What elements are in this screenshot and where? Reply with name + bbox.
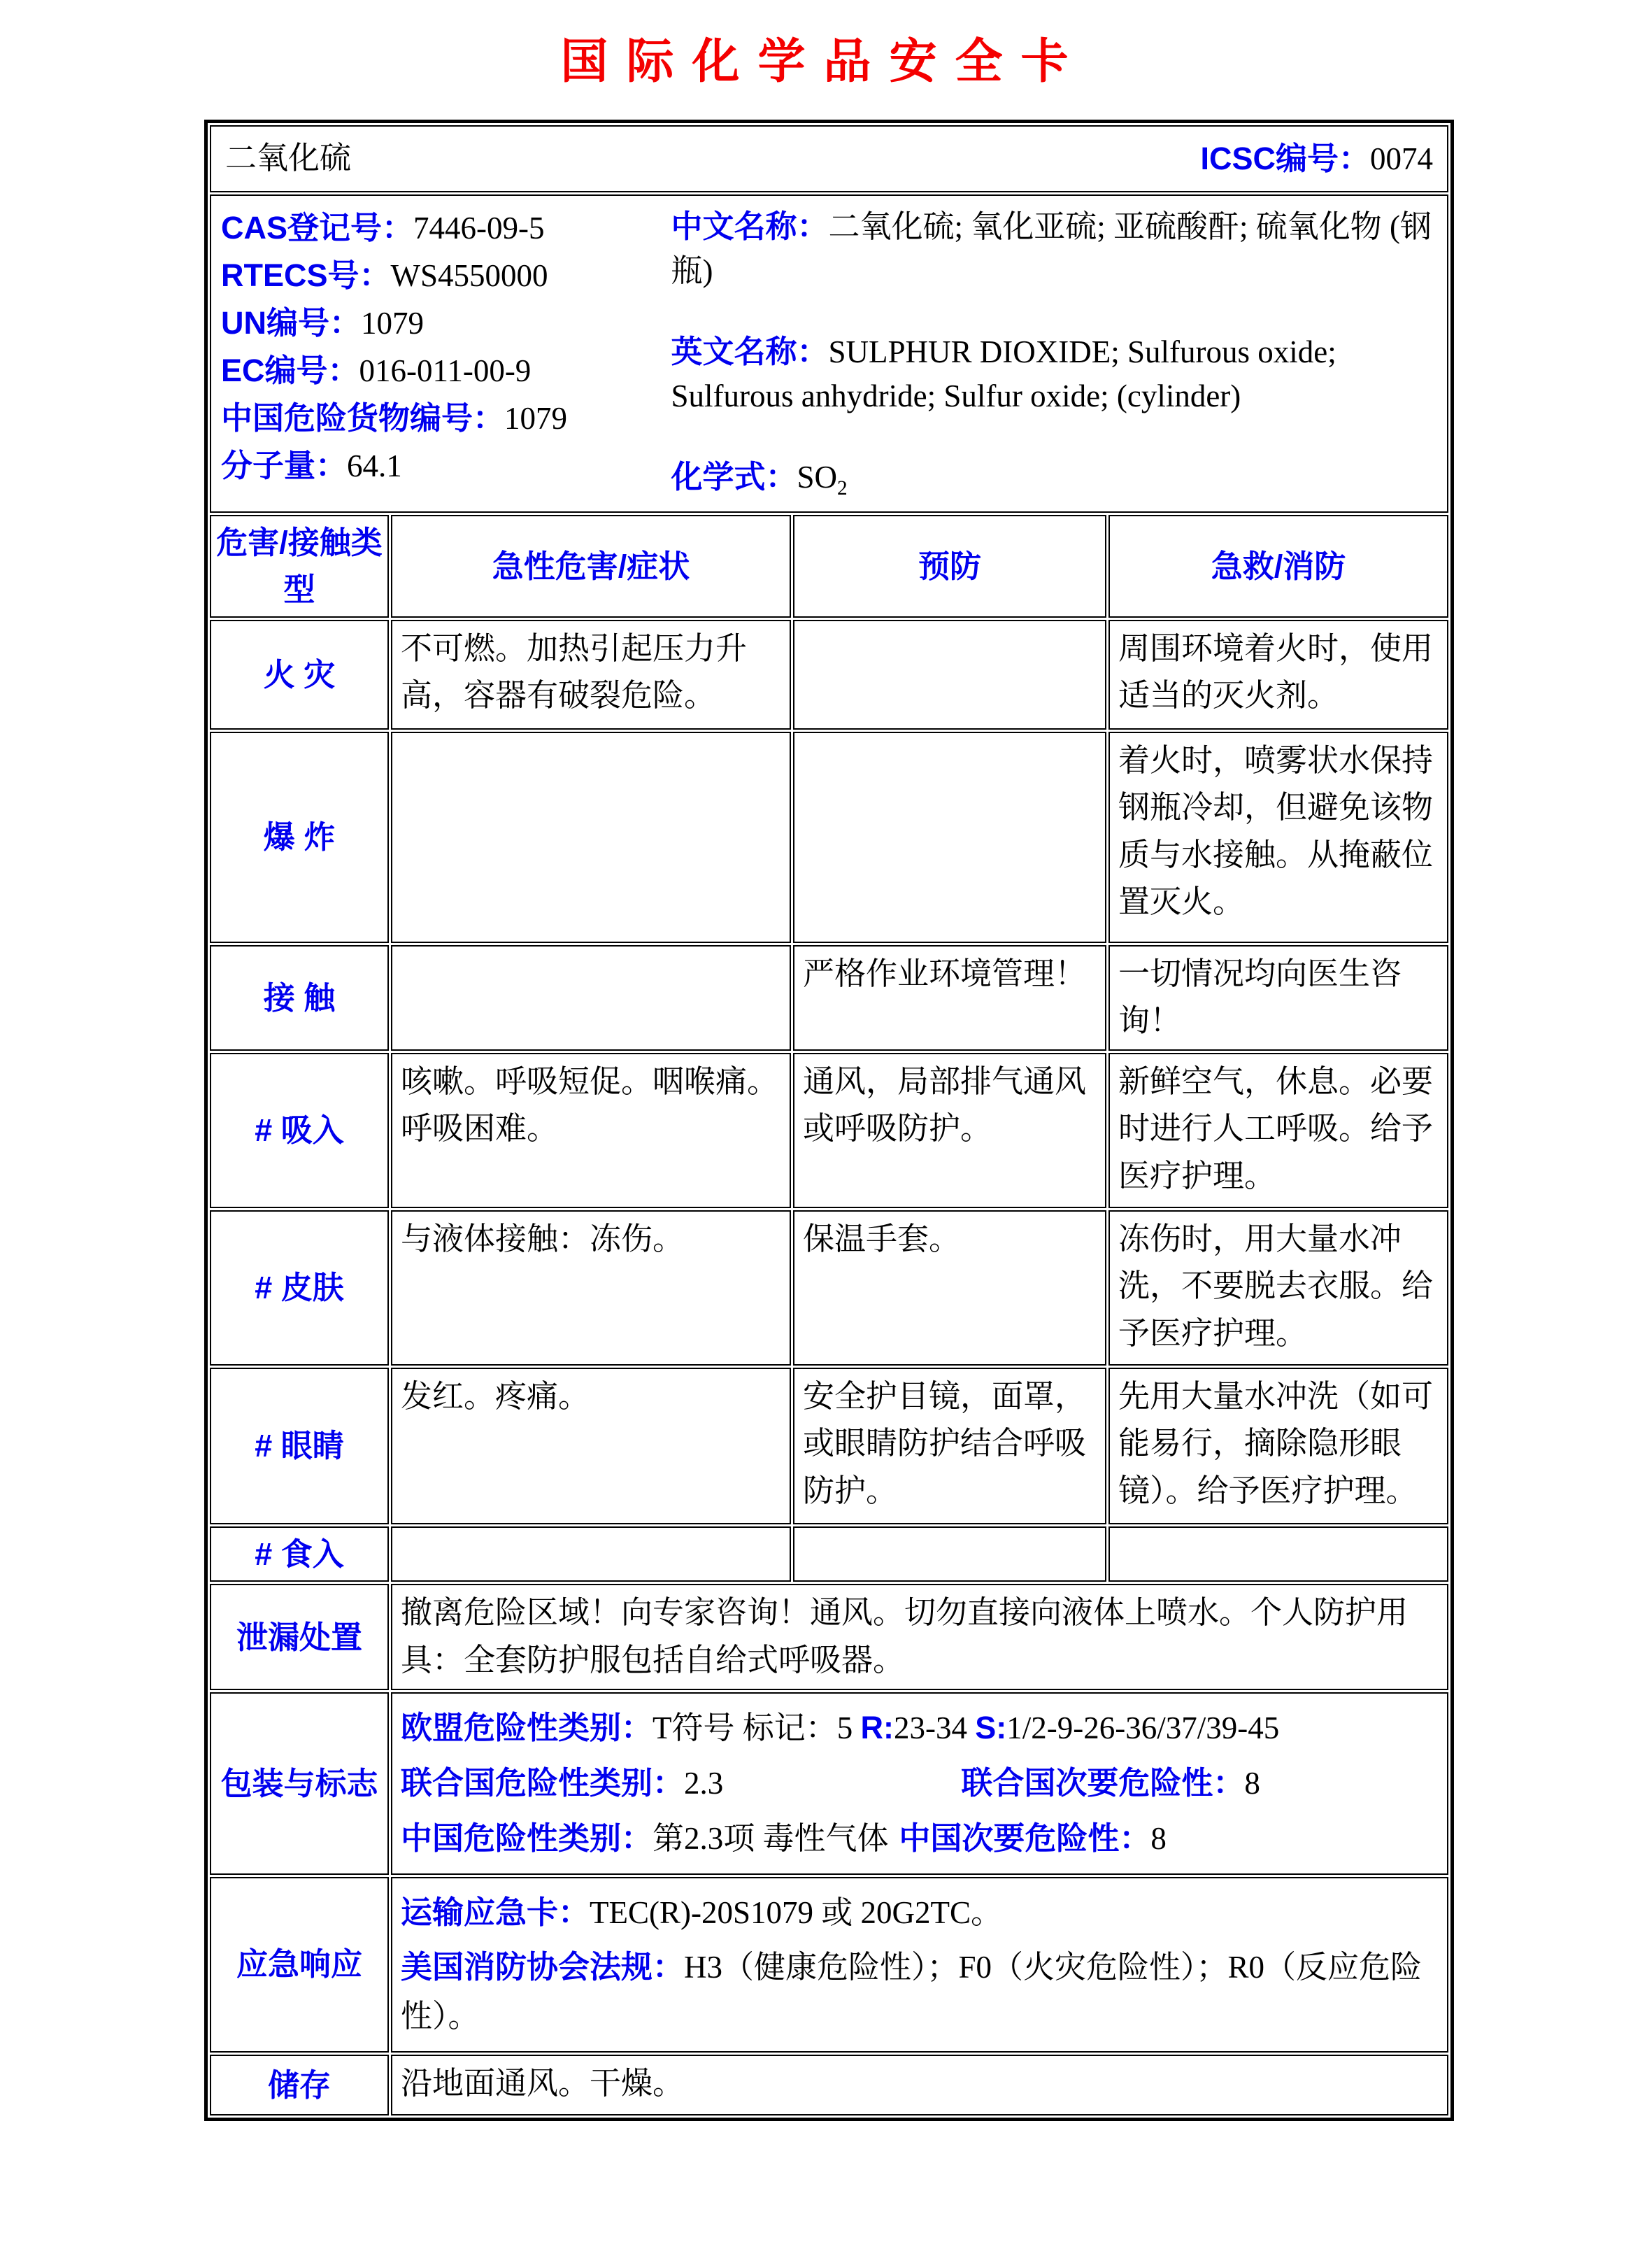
contact-prevention: 严格作业环境管理！: [793, 945, 1106, 1051]
nfpa-value: H3（健康危险性）；F0（火灾危险性）；R0（反应危险性）。: [401, 1950, 1423, 2034]
china-class-value: 第2.3项 毒性气体: [653, 1820, 889, 1856]
skin-prevention: 保温手套。: [793, 1210, 1106, 1366]
un-class: [401, 1759, 961, 1808]
rtecs-number: [221, 252, 671, 299]
card-header-row: [210, 125, 1448, 192]
icsc-number-label: ICSC编号：: [1200, 140, 1371, 176]
fire-first-aid: 周围环境着火时，使用适当的灭火剂。: [1108, 620, 1448, 730]
un-class-label: 联合国危险性类别：: [401, 1765, 685, 1801]
safety-card-table: [204, 120, 1454, 2121]
contact-first-aid: 一切情况均向医生咨询！: [1108, 945, 1448, 1051]
r-phrases-label: R:: [860, 1710, 894, 1746]
identity-row: [210, 194, 1448, 513]
name-list: [671, 204, 1437, 503]
china-subsidiary: [899, 1814, 1167, 1864]
emergency-content: [391, 1877, 1448, 2053]
r-phrases-value: 23-34: [894, 1710, 976, 1746]
storage-content: 沿地面通风。干燥。: [391, 2055, 1448, 2115]
table-row-packaging: [210, 1692, 1448, 1874]
row-label-packaging: 包装与标志: [210, 1692, 389, 1874]
table-row-fire: [210, 620, 1448, 730]
hazard-header-row: [210, 515, 1448, 618]
ec-number: [221, 347, 671, 395]
icsc-number: [1201, 135, 1434, 183]
un-hazard-line: [401, 1759, 1439, 1808]
row-label-eyes: # 眼睛: [210, 1368, 389, 1524]
un-subsidiary-value: 8: [1244, 1766, 1260, 1801]
table-row-eyes: [210, 1368, 1448, 1524]
ec-label: EC编号：: [221, 353, 359, 388]
page-title: 国际化学品安全卡: [560, 35, 1087, 88]
prevention-header: 预防: [793, 515, 1106, 618]
chinese-names: [671, 204, 1437, 293]
fire-prevention: [793, 620, 1106, 730]
spill-content: 撤离危险区域！向专家咨询！通风。切勿直接向液体上喷水。个人防护用具：全套防护服包括自给式呼吸器。: [391, 1584, 1448, 1690]
row-label-inhalation: # 吸入: [210, 1053, 389, 1208]
explosion-prevention: [793, 732, 1106, 943]
fire-symptoms: 不可燃。加热引起压力升高，容器有破裂危险。: [391, 620, 791, 730]
eu-hazard-label: 欧盟危险性类别：: [401, 1710, 653, 1746]
row-label-explosion: 爆 炸: [210, 732, 389, 943]
un-subsidiary-label: 联合国次要危险性：: [961, 1765, 1245, 1801]
ec-value: 016-011-00-9: [359, 353, 532, 388]
s-phrases-label: S:: [975, 1710, 1007, 1746]
ingestion-symptoms: [391, 1526, 791, 1582]
inhalation-prevention: 通风，局部排气通风或呼吸防护。: [793, 1053, 1106, 1208]
table-row-spill: [210, 1584, 1448, 1690]
cas-number: [221, 204, 671, 252]
ingestion-prevention: [793, 1526, 1106, 1582]
tec-line: [401, 1888, 1439, 1938]
un-label: UN编号：: [221, 305, 361, 341]
table-row-skin: [210, 1210, 1448, 1366]
eyes-symptoms: 发红。疼痛。: [391, 1368, 791, 1524]
row-label-spill: 泄漏处置: [210, 1584, 389, 1690]
tec-label: 运输应急卡：: [401, 1894, 590, 1930]
first-aid-header: 急救/消防: [1108, 515, 1448, 618]
nfpa-label: 美国消防协会法规：: [401, 1949, 685, 1985]
china-dg-label: 中国危险货物编号：: [221, 400, 505, 436]
molecular-weight-value: 64.1: [347, 448, 402, 483]
cas-label: CAS登记号：: [221, 210, 414, 246]
tec-value: TEC(R)-20S1079 或 20G2TC。: [590, 1894, 1003, 1930]
row-label-fire: 火 灾: [210, 620, 389, 730]
explosion-symptoms: [391, 732, 791, 943]
row-label-skin: # 皮肤: [210, 1210, 389, 1366]
chemical-formula-base: SO: [797, 460, 837, 495]
ingestion-first-aid: [1108, 1526, 1448, 1582]
china-subsidiary-value: 8: [1150, 1820, 1167, 1856]
chemical-formula-label: 化学式：: [671, 459, 797, 495]
eyes-prevention: 安全护目镜，面罩，或眼睛防护结合呼吸防护。: [793, 1368, 1106, 1524]
row-label-storage: 储存: [210, 2055, 389, 2115]
china-class: [401, 1814, 899, 1864]
icsc-safety-card-page: [0, 24, 1647, 2268]
english-names-value: SULPHUR DIOXIDE; Sulfurous oxide; Sulfurous anhydride; Sulfur oxide; (cylinder): [671, 334, 1336, 413]
molecular-weight-label: 分子量：: [221, 448, 348, 483]
table-row-storage: [210, 2055, 1448, 2115]
inhalation-symptoms: 咳嗽。呼吸短促。咽喉痛。呼吸困难。: [391, 1053, 791, 1208]
table-row-ingestion: [210, 1526, 1448, 1582]
table-row-inhalation: [210, 1053, 1448, 1208]
identifier-list: [221, 204, 671, 503]
symptoms-header: 急性危害/症状: [391, 515, 791, 618]
china-class-label: 中国危险性类别：: [401, 1820, 653, 1856]
eu-hazard-line: [401, 1703, 1439, 1753]
rtecs-label: RTECS号：: [221, 257, 391, 293]
inhalation-first-aid: 新鲜空气，休息。必要时进行人工呼吸。给予医疗护理。: [1108, 1053, 1448, 1208]
packaging-content: [391, 1692, 1448, 1874]
contact-symptoms: [391, 945, 791, 1051]
english-names: [671, 329, 1437, 418]
un-value: 1079: [361, 306, 424, 341]
chinese-names-value: 二氧化硫; 氧化亚硫; 亚硫酸酐; 硫氧化物 (钢瓶): [671, 209, 1432, 288]
china-subsidiary-label: 中国次要危险性：: [899, 1820, 1151, 1856]
eyes-first-aid: 先用大量水冲洗（如可能易行，摘除隐形眼镜）。给予医疗护理。: [1108, 1368, 1448, 1524]
cas-value: 7446-09-5: [413, 211, 545, 246]
hazard-type-header: 危害/接触类型: [210, 515, 389, 618]
row-label-contact: 接 触: [210, 945, 389, 1051]
china-dg-value: 1079: [504, 401, 568, 436]
nfpa-line: [401, 1943, 1439, 2041]
chinese-names-label: 中文名称：: [671, 208, 829, 244]
table-row-contact: [210, 945, 1448, 1051]
un-number: [221, 299, 671, 347]
eu-hazard-value: T符号 标记：5: [653, 1710, 861, 1746]
rtecs-value: WS4550000: [390, 258, 548, 293]
s-phrases-value: 1/2-9-26-36/37/39-45: [1006, 1710, 1280, 1746]
table-row-explosion: [210, 732, 1448, 943]
table-row-emergency: [210, 1877, 1448, 2053]
row-label-ingestion: # 食入: [210, 1526, 389, 1582]
un-subsidiary: [961, 1759, 1260, 1808]
row-label-emergency: 应急响应: [210, 1877, 389, 2053]
explosion-first-aid: 着火时，喷雾状水保持钢瓶冷却，但避免该物质与水接触。从掩蔽位置灭火。: [1108, 732, 1448, 943]
icsc-number-value: 0074: [1370, 141, 1434, 176]
chemical-name: 二氧化硫: [225, 141, 352, 176]
un-class-value: 2.3: [684, 1766, 724, 1801]
chemical-formula: [671, 455, 1437, 503]
skin-symptoms: 与液体接触：冻伤。: [391, 1210, 791, 1366]
chemical-formula-subscript: 2: [836, 477, 848, 499]
english-names-label: 英文名称：: [671, 334, 829, 369]
skin-first-aid: 冻伤时，用大量水冲洗，不要脱去衣服。给予医疗护理。: [1108, 1210, 1448, 1366]
china-hazard-line: [401, 1814, 1439, 1864]
molecular-weight: [221, 442, 671, 490]
china-dg-number: [221, 395, 671, 442]
